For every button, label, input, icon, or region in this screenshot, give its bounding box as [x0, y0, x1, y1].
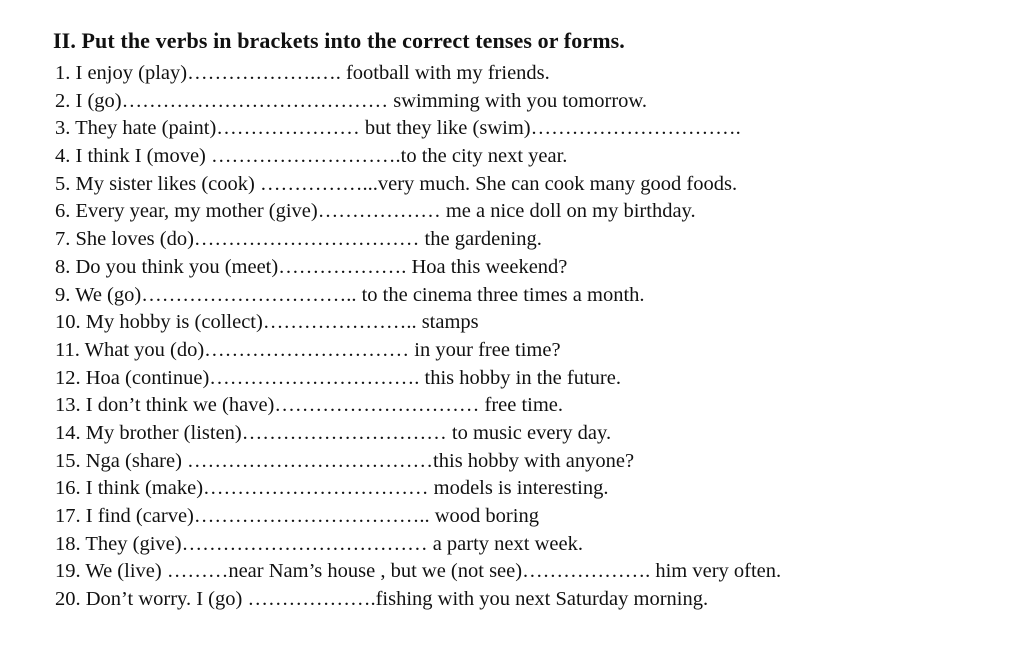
exercise-item-5: 5. My sister likes (cook) ……………...very much. She can cook many good foods. — [55, 172, 738, 195]
exercise-item-20: 20. Don’t worry. I (go) ……………….fishing with you next Saturday morning. — [55, 588, 709, 611]
exercise-item-8: 8. Do you think you (meet)………………. Hoa this weekend? — [55, 255, 568, 278]
exercise-item-6: 6. Every year, my mother (give)……………… me a nice doll on my birthday. — [55, 200, 696, 223]
exercise-item-13: 13. I don’t think we (have)………………………… free time. — [55, 394, 564, 417]
exercise-item-12: 12. Hoa (continue)…………………………. this hobby in the future. — [55, 366, 621, 389]
exercise-list — [55, 60, 781, 614]
exercise-item-19: 19. We (live) ………near Nam’s house , but we (not see)………………. him very often. — [55, 560, 782, 583]
exercise-item-18: 18. They (give)……………………………… a party next week. — [55, 532, 583, 555]
exercise-item-1: 1. I enjoy (play)……………….…. football with my friends. — [55, 62, 550, 84]
exercise-item-15: 15. Nga (share) ………………………………this hobby with anyone? — [55, 449, 635, 472]
exercise-item-7: 7. She loves (do)…………………………… the gardening. — [55, 228, 542, 251]
exercise-item-2: 2. I (go)………………………………… swimming with you tomorrow. — [55, 89, 648, 112]
exercise-item-17: 17. I find (carve)…………………………….. wood boring — [55, 505, 539, 527]
exercise-item-16: 16. I think (make)…………………………… models is interesting. — [55, 477, 609, 500]
exercise-heading: II. Put the verbs in brackets into the correct tenses or forms. — [53, 28, 625, 53]
exercise-item-14: 14. My brother (listen)………………………… to music every day. — [55, 421, 612, 444]
exercise-item-4: 4. I think I (move) ……………………….to the city next year. — [55, 145, 568, 168]
exercise-item-9: 9. We (go)………………………….. to the cinema three times a month. — [55, 283, 645, 306]
exercise-item-10: 10. My hobby is (collect)………………….. stamps — [55, 311, 479, 334]
exercise-item-3: 3. They hate (paint)………………… but they like (swim)…………………………. — [55, 117, 741, 140]
exercise-item-11: 11. What you (do)………………………… in your free time? — [55, 338, 561, 361]
